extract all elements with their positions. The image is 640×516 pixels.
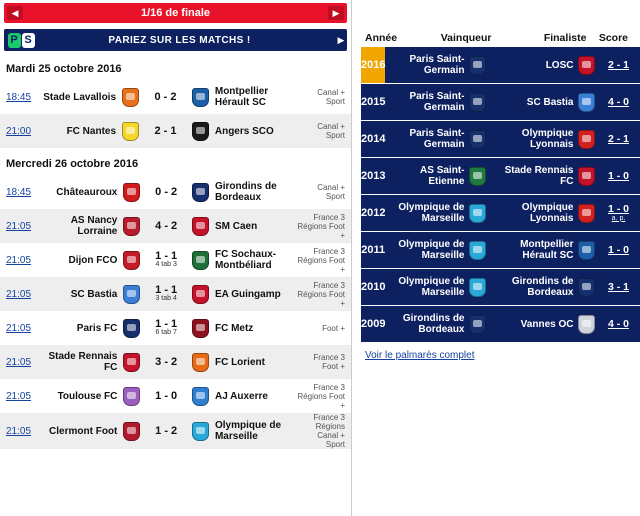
score-value: 0 - 2 [155,186,178,198]
finalist-crest-icon [578,167,595,186]
chevron-right-icon[interactable]: ▶ [337,35,345,45]
finalist-crest-icon [578,130,595,149]
winner-team-name: AS Saint-Etienne [420,165,465,187]
finalist-crest-icon [578,204,595,223]
parionssport-logo: P S [4,29,38,51]
palmares-table [361,47,640,343]
home-team-crest-icon [121,311,142,345]
palmares-score-link[interactable] [595,171,640,182]
finalist-team-name: Olympique Lyonnais [521,202,574,224]
betting-promo-banner[interactable] [4,29,347,51]
score-value: 1 - 1 [155,318,178,330]
header-finalist: Finaliste [543,32,587,44]
away-team-name: Montpellier Hérault SC [214,86,269,108]
winner-team-name: Girondins de Bordeaux [402,313,465,335]
home-team-crest-icon [121,277,142,311]
broadcast-channel: France 3 Régions Foot + [297,212,345,240]
broadcast-channel: France 3 Régions Foot + [297,382,345,410]
palmares-year: 2009 [361,306,385,343]
away-team-crest-icon [190,311,211,345]
away-team-crest-icon [189,114,210,148]
palmares-score-value: 2 - 1 [607,132,629,145]
away-team-crest-icon [190,209,211,243]
round-navigation-bar [4,3,347,23]
palmares-detail-cell [385,232,640,269]
home-team-name: Dijon FCO [68,254,118,266]
broadcast-channel: Foot + [322,323,345,333]
winner-crest-icon [469,204,486,223]
palmares-score-value: 4 - 0 [607,317,629,330]
chevron-left-icon[interactable]: ◀ [7,6,23,20]
table-row[interactable] [0,345,351,379]
palmares-detail-cell [385,158,640,195]
table-row[interactable] [0,311,351,345]
home-team-crest-icon [121,175,142,209]
match-table [0,175,351,449]
match-score [141,114,189,148]
table-row [361,121,640,158]
round-title: 1/16 de finale [140,7,211,19]
palmares-score-value: 1 - 0 [607,202,629,215]
winner-crest-icon [469,93,486,112]
palmares-score-link[interactable] [595,97,640,108]
header-winner: Vainqueur [440,32,492,44]
finalist-crest-icon [578,315,595,334]
away-team-crest-icon [190,243,211,277]
winner-crest-icon [469,278,486,297]
winner-crest-icon [469,56,486,75]
table-row[interactable] [0,175,351,209]
home-team-name: Paris FC [76,322,118,334]
finalist-team-name: Stade Rennais FC [504,165,574,187]
match-table [0,80,351,148]
table-row[interactable] [0,243,351,277]
match-time-link[interactable]: 21:05 [6,254,32,266]
finalist-team-name: LOSC [545,59,574,71]
palmares-score-value: 4 - 0 [607,95,629,108]
away-team-name: SM Caen [214,220,258,232]
promo-label: PARIEZ SUR LES MATCHS ! [108,34,251,46]
palmares-score-link[interactable] [595,245,640,256]
match-score [143,277,190,311]
finalist-team-name: Olympique Lyonnais [521,128,574,150]
finalist-crest-icon [578,56,595,75]
table-row [361,84,640,121]
match-score [143,379,190,413]
home-team-crest-icon [121,413,142,449]
match-time-link[interactable]: 18:45 [6,186,32,198]
match-day-header: Mercredi 26 octobre 2016 [6,158,139,170]
match-score [143,243,190,277]
palmares-detail-cell [385,47,640,84]
palmares-detail-cell [385,84,640,121]
palmares-score-detail: a. p. [611,214,626,222]
table-row[interactable] [0,209,351,243]
away-team-name: FC Lorient [214,356,265,368]
home-team-name: Stade Lavallois [43,91,117,103]
table-row[interactable] [0,413,351,449]
palmares-year: 2010 [361,269,385,306]
home-team-crest-icon [120,80,141,114]
match-time-link[interactable]: 18:45 [6,91,32,103]
palmares-year: 2011 [361,232,385,269]
broadcast-channel: Canal + Sport [317,88,345,106]
match-time-link[interactable]: 21:05 [6,425,32,437]
score-value: 1 - 2 [155,425,178,437]
palmares-detail-cell [385,269,640,306]
finalist-crest-icon [578,93,595,112]
match-time-link[interactable]: 21:05 [6,356,32,368]
finalist-crest-icon [578,278,595,297]
palmares-score-value: 1 - 0 [607,243,629,256]
table-row [361,232,640,269]
palmares-detail-cell [385,195,640,232]
home-team-name: Châteauroux [56,186,118,198]
palmares-year: 2016 [361,47,385,84]
away-team-name: EA Guingamp [214,288,281,300]
home-team-crest-icon [121,345,142,379]
home-team-name: SC Bastia [70,288,118,300]
match-score [143,311,190,345]
table-row [361,269,640,306]
palmares-year: 2014 [361,121,385,158]
away-team-crest-icon [190,277,211,311]
home-team-crest-icon [121,379,142,413]
palmares-score-link[interactable] [595,60,640,71]
palmares-column [353,0,640,516]
away-team-name: Girondins de Bordeaux [214,181,277,203]
match-score [143,209,190,243]
broadcast-channel: France 3 Régions Canal + Sport [313,413,345,449]
table-row [361,195,640,232]
away-team-crest-icon [190,379,211,413]
match-time-link[interactable]: 21:00 [6,125,32,137]
palmares-score-value: 3 - 1 [607,280,629,293]
winner-crest-icon [469,241,486,260]
match-day-header: Mardi 25 octobre 2016 [6,63,122,75]
match-score [143,345,190,379]
match-days-container [0,53,351,449]
match-time-link[interactable]: 21:05 [6,390,32,402]
score-detail: 6 tab 7 [155,329,177,336]
score-value: 1 - 1 [155,250,178,262]
palmares-year: 2012 [361,195,385,232]
palmares-year: 2013 [361,158,385,195]
winner-team-name: Paris Saint-Germain [409,128,465,150]
table-row [361,158,640,195]
match-time-link[interactable]: 21:05 [6,322,32,334]
away-team-name: FC Sochaux-Montbéliard [214,249,277,271]
away-team-crest-icon [190,175,211,209]
broadcast-channel: France 3 Régions Foot + [297,246,345,274]
finalist-team-name: Girondins de Bordeaux [511,276,574,298]
winner-team-name: Paris Saint-Germain [409,54,465,76]
winner-team-name: Olympique de Marseille [398,239,465,261]
away-team-name: AJ Auxerre [214,390,268,402]
finalist-team-name: Vannes OC [520,318,574,330]
finalist-team-name: SC Bastia [526,96,574,108]
score-value: 1 - 1 [155,284,178,296]
away-team-name: Angers SCO [214,125,274,137]
palmares-header-row [361,24,632,44]
home-team-name: Stade Rennais FC [48,351,118,373]
palmares-score-link[interactable] [595,319,640,330]
table-row[interactable] [0,114,351,148]
home-team-crest-icon [121,243,142,277]
chevron-right-icon[interactable]: ▶ [328,6,344,20]
palmares-score-link[interactable] [595,204,640,223]
away-team-crest-icon [190,345,211,379]
match-score [141,80,189,114]
table-row[interactable] [0,277,351,311]
home-team-name: AS Nancy Lorraine [70,215,118,237]
table-row[interactable] [0,379,351,413]
palmares-year: 2015 [361,84,385,121]
palmares-score-value: 2 - 1 [607,58,629,71]
broadcast-channel: France 3 Foot + [313,353,345,371]
finalist-crest-icon [578,241,595,260]
away-team-crest-icon [189,80,210,114]
winner-team-name: Olympique de Marseille [398,202,465,224]
home-team-crest-icon [121,209,142,243]
winner-team-name: Paris Saint-Germain [409,91,465,113]
winner-team-name: Olympique de Marseille [398,276,465,298]
score-detail: 3 tab 4 [155,295,177,302]
away-team-name: Olympique de Marseille [214,420,282,442]
broadcast-channel: Canal + Sport [317,122,345,140]
home-team-crest-icon [120,114,141,148]
palmares-score-value: 1 - 0 [607,169,629,182]
table-row [361,47,640,84]
broadcast-channel: Canal + Sport [317,183,345,201]
header-year: Année [365,32,398,44]
away-team-name: FC Metz [214,322,254,334]
winner-crest-icon [469,167,486,186]
score-value: 3 - 2 [155,356,178,368]
match-time-link[interactable]: 21:05 [6,288,32,300]
home-team-name: Clermont Foot [49,425,118,437]
finalist-team-name: Montpellier Hérault SC [520,239,574,261]
score-value: 0 - 2 [154,91,177,103]
palmares-score-link[interactable] [595,134,640,145]
winner-crest-icon [469,315,486,334]
home-team-name: FC Nantes [66,125,117,137]
palmares-score-link[interactable] [595,282,640,293]
score-detail: 4 tab 3 [155,261,177,268]
score-value: 4 - 2 [155,220,178,232]
home-team-name: Toulouse FC [57,390,118,402]
palmares-detail-cell [385,306,640,343]
match-time-link[interactable]: 21:05 [6,220,32,232]
match-score [143,413,190,449]
away-team-crest-icon [190,413,211,449]
score-value: 1 - 0 [155,390,178,402]
score-value: 2 - 1 [154,125,177,137]
full-palmares-link[interactable]: Voir le palmarès complet [365,350,475,361]
winner-crest-icon [469,130,486,149]
palmares-detail-cell [385,121,640,158]
header-score: Score [598,32,628,44]
broadcast-channel: France 3 Régions Foot + [297,280,345,308]
table-row [361,306,640,343]
match-score [143,175,190,209]
table-row[interactable] [0,80,351,114]
